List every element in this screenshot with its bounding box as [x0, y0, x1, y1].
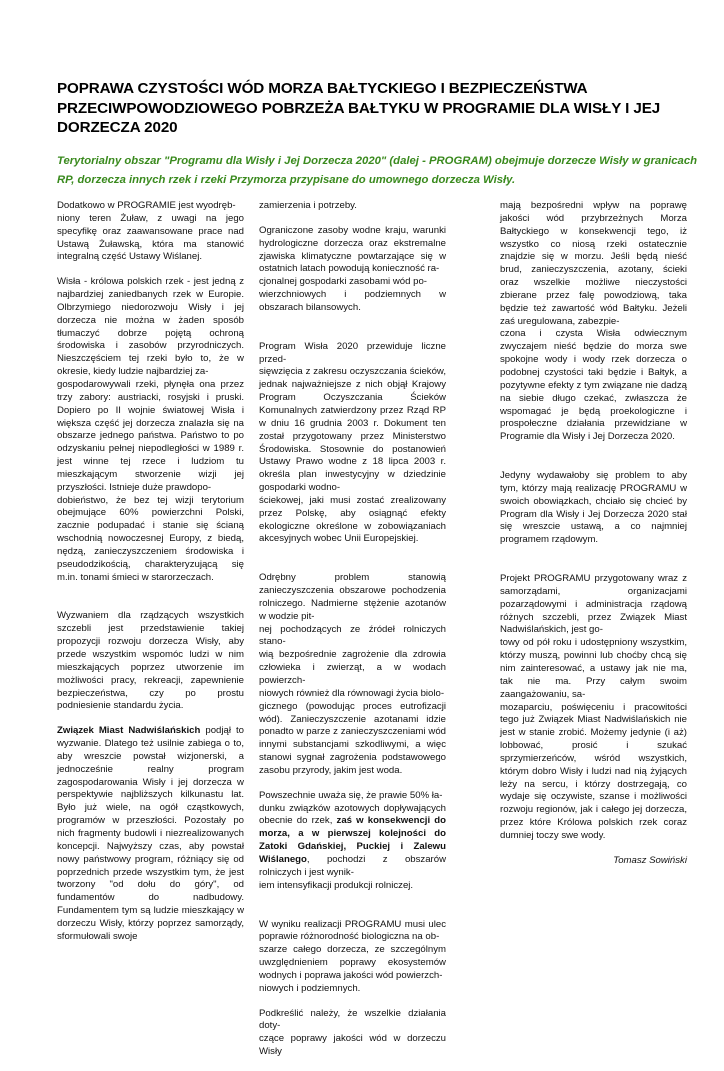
author-signature: Tomasz Sowiński: [613, 854, 687, 866]
paragraph: Wisła - królowa polskich rzek - jest jedną z najbardziej zaniedbanych rzek w Europie. Olbrzymiego niedorozwoju Wisły i jej dorzecza nie można w żaden sposób tłumaczyć dobrze pojętą ochroną środowiska i zasobów przyrodniczych. Nieszczęściem tej rzeki było to, że w okresie, kiedy ludzie najbardziej za- gospodarowywali rzeki, płynęła ona przez trzy zabory: austriacki, rosyjski i pruski. Dopiero po II wojnie światowej Wisła i większa część jej dorzecza znalazła się na obszarze jednego państwa. Państwo to po odzyskaniu pełnej niepodległości w 1989 r. jest winne tej rzece i ludziom tu mieszkającym stworzenie wizji jej przyszłości. Istnieje duże prawdopo- dobieństwo, że bez tej wizji terytorium obejmujące 60% powierzchni Polski, zacznie podupadać i stanie się ścianą wschodnią nowoczesnej Europy, z biedą, nędzą, zanieczyszczeniem środowiska i pseudodzikością, charakteryzującą się m.in. tonami śmieci w starorzeczach.: [57, 276, 244, 583]
paragraph: Podkreślić należy, że wszelkie działania doty- czące poprawy jakości wód w dorzeczu Wisły: [259, 1007, 446, 1058]
paragraph-text: Powszechnie uważa się, że prawie 50% ła- dunku związków azotowych dopływających obecnie do rzek,: [259, 789, 446, 827]
paragraph: [259, 790, 446, 893]
column-3: [500, 200, 687, 880]
paragraph: Program Wisła 2020 przewiduje liczne przed- sięwzięcia z zakresu oczyszczania ścieków, jednak najważniejsze z nich objął Krajowy Program Oczyszczania Ścieków Komunalnych zatwierdzony przez Rząd RP w dniu 16 grudnia 2003 r. Dokument ten został przygotowany przez Ministerstwo Środowiska. Stosownie do postanowień Ustawy Prawo wodne z 18 lipca 2003 r. określa plan inwestycyjny w dziedzinie gospodarki wodno- ściekowej, jaki musi zostać zrealizowany przez Polskę, aby osiągnąć efekty ekologiczne określone w zobowiązaniach akcesyjnych wobec Unii Europejskiej.: [259, 340, 446, 545]
emphasis-text: zaś w konsekwencji do morza, a w pierwszej kolejności do Zatoki Gdańskiej, Puckiej i Zalewu Wiślanego: [259, 815, 446, 865]
column-2: [259, 200, 446, 1071]
paragraph-text: podjął to wyzwanie. Dlatego też usilnie zabiega o to, aby wreszcie powstał wizjonerski, a jednocześnie realny program zagospodarowania Wisły i jej dorzecza w perspektywie najbliższych kilkunastu lat. Było już wiele, na ogół cząstkowych, programów w przeszłości. Pozostały po nich fragmenty budowli i niezrealizowanych koncepcji. Najwyższy czas, aby powstał nowy państwowy program, różniący się od poprzednich przede wszystkim tym, że jest tworzony "od dołu do góry", od fundamentów do nadbudowy. Fundamentem tym są ludzie mieszkający w dorzeczu Wisły, którzy poprzez samorządy, sformułowali swoje: [57, 725, 244, 942]
paragraph: mają bezpośredni wpływ na poprawę jakości wód przybrzeżnych Morza Bałtyckiego w konsekwencji tego, iż wszystko co niosą rzeki ostatecznie znajdzie się w morzu. Jeśli będą nieść brud, zanieczyszczenia, azotany, ścieki oraz wszelkie możliwe nieczystości zbierane przez falę powodziową, taka będzie też zawartość wód Bałtyku. Jeżeli zaś uregulowana, zabezpie- czona i czysta Wisła odwiecznym zwyczajem nieść będzie do morza swe spokojne wody i wody rzek dorzecza o podobnej czystości taki będzie i Bałtyk, a pozytywne efekty z tym związane nie dadzą na siebie długo czekać, zwłaszcza że wspomagać je będą proekologiczne i prospołeczne działania przewidziane w Programie dla Wisły i Jej Dorzecza 2020.: [500, 200, 687, 443]
paragraph: Jedyny wydawałoby się problem to aby tym, którzy mają realizację PROGRAMU w swoich obowiązkach, chciało się chcieć by Program dla Wisły i Jej Dorzecza 2020 stał się wreszcie ustawą, a co najmniej programem rządowym.: [500, 470, 687, 546]
article-lead: Terytorialny obszar "Programu dla Wisły i Jej Dorzecza 2020" (dalej - PROGRAM) obejmuje dorzecze Wisły w granicach RP, dorzecza innych rzek i rzeki Przymorza przypisane do umownego dorzecza Wisły.: [57, 155, 697, 186]
paragraph: [57, 725, 244, 943]
column-1: [57, 200, 244, 956]
paragraph: W wyniku realizacji PROGRAMU musi ulec poprawie różnorodność biologiczna na ob- szarze całego dorzecza, ze szczególnym uwzględnieniem poprawy ekosystemów wodnych i poprawa jakości wód powierzch- niowych i podziemnych.: [259, 918, 446, 994]
paragraph: Dodatkowo w PROGRAMIE jest wyodręb- niony teren Żuław, z uwagi na jego specyfikę oraz zaawansowane prace nad Ustawą Żuławską, która ma stanowić integralną część Ustawy Wiślanej.: [57, 200, 244, 263]
paragraph: Projekt PROGRAMU przygotowany wraz z samorządami, organizacjami pozarządowymi i administracja rządową różnych szczebli, przez Związek Miast Nadwiślańskich, jest go- towy od pół roku i udostępniony wszystkim, którzy muszą, powinni lub choćby chcą się nim zainteresować, a ustawy jak nie ma, tak nie ma. Przy całym swoim zaangażowaniu, sa- mozaparciu, poświęceniu i pracowitości tego już Związek Miast Nadwiślańskich nie jest w stanie zrobić. Możemy jedynie (i aż) lobbować, prosić i szukać sprzymierzeńców, wśród wszystkich, którym dobro Wisły i ludzi nad nią żyjących leży na sercu, i którzy dostrzegają, co wydaje się oczywiste, szanse i możliwości rozwoju regionów, jak i całego jej dorzecza, przez które Królowa polskich rzek coraz dumniej toczy swe wody.: [500, 573, 687, 841]
paragraph: zamierzenia i potrzeby.: [259, 200, 357, 211]
paragraph: Wyzwaniem dla rządzących wszystkich szczebli jest przedstawienie takiej propozycji rozwoju dorzecza Wisły, aby przede wszystkim wspomóc ludzi w nim mieszkających poprzez utworzenie im możliwości pracy, rekreacji, zapewnienie bezpieczeństwa, czy po prostu podniesienie standardu życia.: [57, 610, 244, 712]
paragraph: Ograniczone zasoby wodne kraju, warunki hydrologiczne dorzecza oraz ekstremalne zjawiska klimatyczne powtarzające się w ostatnich latach powodują konieczność ra- cjonalnej gospodarki zasobami wód po- wierzchniowych i podziemnych w obszarach bilansowych.: [259, 224, 446, 313]
organization-name: Związek Miast Nadwiślańskich: [57, 725, 201, 737]
article-title: POPRAWA CZYSTOŚCI WÓD MORZA BAŁTYCKIEGO I BEZPIECZEŃSTWA PRZECIWPOWODZIOWEGO POBRZEŻA BAŁTYKU W PROGRAMIE DLA WISŁY I JEJ DORZECZA 2020: [57, 80, 661, 136]
paragraph-text: , pochodzi z obszarów rolniczych i jest wynik- iem intensyfikacji produkcji rolniczej.: [259, 853, 446, 891]
paragraph: Odrębny problem stanowią zanieczyszczenia obszarowe pochodzenia rolniczego. Nadmierne stężenie azotanów w wodzie pit- nej pochodzących ze źródeł rolniczych stano- wią bezpośrednie zagrożenie dla zdrowia człowieka i zwierząt, a w wodach powierzch- niowych również dla równowagi życia biolo- gicznego (powodując proces eutrofizacji wód). Zanieczyszczenie azotanami idzie ponadto w parze z zanieczyszczeniami wód innymi substancjami szkodliwymi, a więc stanowi sygnał zagrożenia podstawowego zasobu przyrody, jakim jest woda.: [259, 572, 446, 776]
